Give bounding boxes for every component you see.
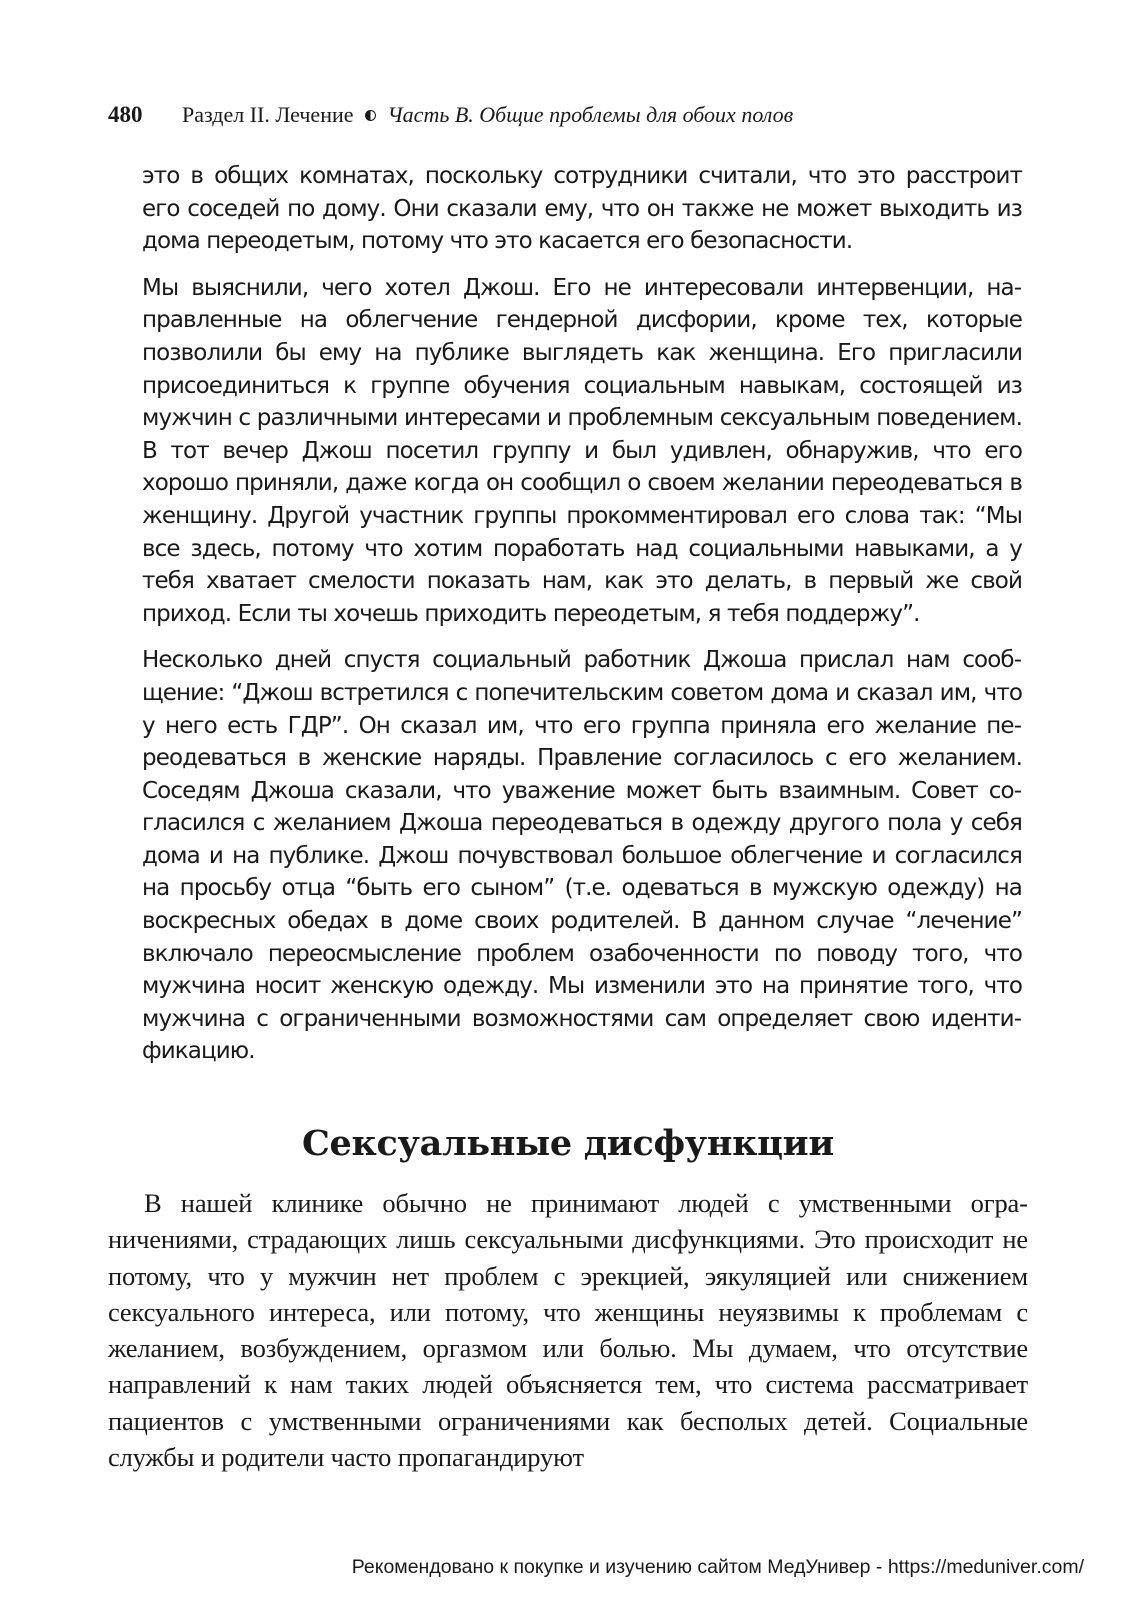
page-number: 480 xyxy=(108,102,143,127)
case-paragraph: Мы выяснили, чего хотел Джош. Его не интересовали интервенции, направленные на облегчение гендерной дисфории, кроме тех, которые позволили бы ему на публике выглядеть как женщина. Его пригласили присоединиться к группе обучения социальным навыкам, состоящей из мужчин с различными интересами и проблемным сексуальным поведением. В тот вечер Джош посетил группу и был удивлен, обнаружив, что его хорошо приняли, даже когда он сообщил о своем желании переодеваться в женщину. Другой участник группы прокомментировал его слова так: “Мы все здесь, потому что хотим поработать над социальными навыками, а у тебя хватает смелости показать нам, как это делать, в первый же свой приход. Если ты хочешь приходить переодетым, я тебя поддержу”. xyxy=(142,274,1022,627)
case-paragraph: Несколько дней спустя социальный работник Джоша прислал нам сообщение: “Джош встретился с попечительским советом дома и сказал им, что у него есть ГДР”. Он сказал им, что его группа приняла его желание переодеваться в женские наряды. Правление согласилось с его желанием. Соседям Джоша сказали, что уважение может быть взаимным. Совет согласился с желанием Джоша переодеваться в одежду другого пола у себя дома и на публике. Джош почувствовал большое облегчение и согласился на просьбу отца “быть его сыном” (т.е. одеваться в мужскую одежду) на воскресных обедах в доме своих родителей. В данном случае “лечение” включало переосмысление проблем озабоченности по поводу того, что мужчина носит женскую одежду. Мы изменили это на принятие того, что мужчина с ограниченными возможностями сам определяет свою идентификацию. xyxy=(142,647,1022,1065)
half-circle-separator-icon xyxy=(365,110,376,121)
section-heading: Сексуальные дисфункции xyxy=(301,1123,835,1164)
case-study-block xyxy=(142,160,1022,1082)
section-label: Раздел II. Лечение xyxy=(182,102,354,127)
running-header xyxy=(108,100,1028,130)
body-paragraph: В нашей клинике обычно не принимают людей с умственными ограничениями, страдающих лишь сексуальными дисфункциями. Это происходит не потому, что у мужчин нет проблем с эрекцией, эякуляцией или снижением сексуального интереса, или потому, что женщины неуязвимы к проблемам с желанием, возбуждением, оргазмом или болью. Мы думаем, что отсутствие направлений к нам таких людей объясняется тем, что система рассматривает пациентов с умственными ограничениями как бесполых детей. Социальные службы и родители часто пропагандируют xyxy=(108,1188,1028,1473)
part-label: Часть B. Общие проблемы для обоих полов xyxy=(387,102,794,127)
case-paragraph: это в общих комнатах, поскольку сотрудники считали, что это расстроит его соседей по дому. Они сказали ему, что он также не может выходить из дома переодетым, потому что это касается его безопасности. xyxy=(142,163,1022,255)
footer-note: Рекомендовано к покупке и изучению сайтом МедУнивер - https://meduniver.com/ xyxy=(351,1556,1084,1578)
